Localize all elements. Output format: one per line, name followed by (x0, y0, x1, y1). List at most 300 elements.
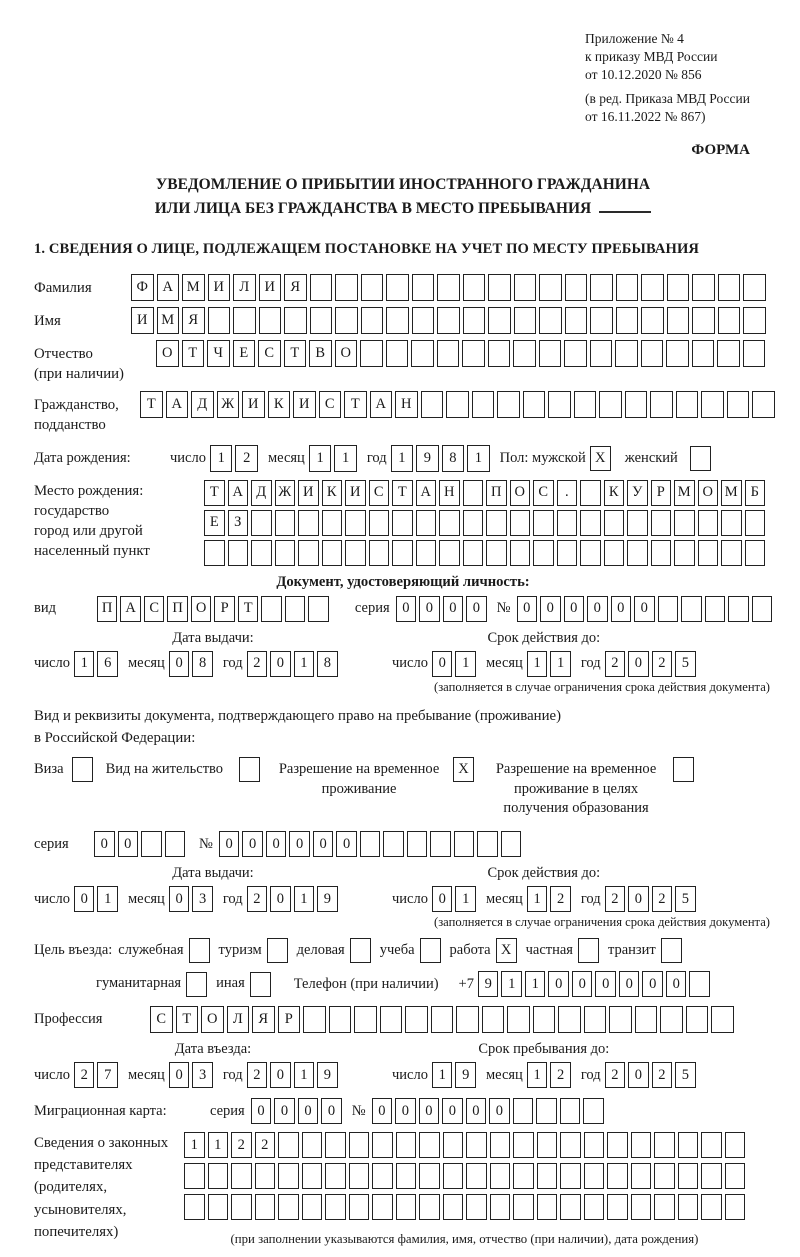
form-cell[interactable] (510, 540, 531, 566)
form-cell[interactable] (477, 831, 498, 857)
form-cell[interactable]: 0 (313, 831, 334, 857)
form-cell[interactable]: Т (344, 391, 367, 418)
form-cell[interactable] (692, 340, 715, 367)
form-cell[interactable]: И (293, 391, 316, 418)
form-cell[interactable] (497, 391, 520, 418)
form-cell[interactable]: К (604, 480, 625, 506)
form-cell[interactable]: Я (182, 307, 205, 334)
form-cell[interactable]: П (486, 480, 507, 506)
form-cell[interactable] (231, 1194, 252, 1220)
form-cell[interactable] (743, 307, 766, 334)
form-cell[interactable]: 0 (336, 831, 357, 857)
form-cell[interactable] (369, 510, 390, 536)
form-cell[interactable]: 0 (432, 886, 453, 912)
form-cell[interactable]: Л (233, 274, 256, 301)
form-cell[interactable] (488, 340, 511, 367)
form-cell[interactable] (533, 540, 554, 566)
form-cell[interactable] (392, 510, 413, 536)
form-cell[interactable]: . (557, 480, 578, 506)
form-cell[interactable] (349, 1163, 370, 1189)
form-cell[interactable] (482, 1006, 505, 1033)
form-cell[interactable] (743, 340, 766, 367)
form-cell[interactable]: 1 (74, 651, 95, 677)
form-cell[interactable]: 6 (97, 651, 118, 677)
form-cell[interactable]: Ж (275, 480, 296, 506)
form-cell[interactable] (631, 1163, 652, 1189)
form-cell[interactable]: Б (745, 480, 766, 506)
work-checkbox[interactable]: X (496, 938, 517, 963)
form-cell[interactable] (349, 1194, 370, 1220)
form-cell[interactable] (486, 540, 507, 566)
form-cell[interactable] (255, 1194, 276, 1220)
form-cell[interactable] (557, 510, 578, 536)
form-cell[interactable] (599, 391, 622, 418)
form-cell[interactable] (439, 510, 460, 536)
form-cell[interactable]: 0 (634, 596, 655, 622)
form-cell[interactable] (725, 1132, 746, 1158)
form-cell[interactable] (560, 1163, 581, 1189)
form-cell[interactable] (523, 391, 546, 418)
form-cell[interactable] (574, 391, 597, 418)
form-cell[interactable]: 0 (642, 971, 663, 997)
form-cell[interactable]: Т (284, 340, 307, 367)
form-cell[interactable] (251, 510, 272, 536)
form-cell[interactable]: И (242, 391, 265, 418)
form-cell[interactable]: 0 (270, 886, 291, 912)
form-cell[interactable] (507, 1006, 530, 1033)
form-cell[interactable]: М (721, 480, 742, 506)
form-cell[interactable]: 0 (274, 1098, 295, 1124)
form-cell[interactable] (667, 307, 690, 334)
form-cell[interactable] (590, 274, 613, 301)
form-cell[interactable] (486, 510, 507, 536)
form-cell[interactable]: О (191, 596, 212, 622)
form-cell[interactable] (692, 307, 715, 334)
form-cell[interactable]: 8 (442, 445, 465, 472)
form-cell[interactable] (557, 540, 578, 566)
form-cell[interactable]: 1 (527, 651, 548, 677)
form-cell[interactable] (565, 274, 588, 301)
form-cell[interactable] (745, 540, 766, 566)
form-cell[interactable] (463, 540, 484, 566)
form-cell[interactable] (678, 1163, 699, 1189)
form-cell[interactable]: 0 (489, 1098, 510, 1124)
form-cell[interactable]: 0 (628, 651, 649, 677)
form-cell[interactable]: С (144, 596, 165, 622)
form-cell[interactable]: 3 (192, 886, 213, 912)
form-cell[interactable]: 0 (251, 1098, 272, 1124)
form-cell[interactable] (658, 596, 679, 622)
form-cell[interactable] (412, 274, 435, 301)
form-cell[interactable]: 0 (564, 596, 585, 622)
form-cell[interactable]: 0 (419, 596, 440, 622)
form-cell[interactable] (674, 510, 695, 536)
form-cell[interactable] (490, 1194, 511, 1220)
form-cell[interactable] (419, 1132, 440, 1158)
form-cell[interactable] (285, 596, 306, 622)
form-cell[interactable]: С (258, 340, 281, 367)
form-cell[interactable] (325, 1132, 346, 1158)
form-cell[interactable] (383, 831, 404, 857)
form-cell[interactable] (631, 1194, 652, 1220)
form-cell[interactable] (396, 1194, 417, 1220)
form-cell[interactable]: 0 (219, 831, 240, 857)
form-cell[interactable] (539, 340, 562, 367)
form-cell[interactable]: М (182, 274, 205, 301)
form-cell[interactable] (329, 1006, 352, 1033)
form-cell[interactable] (513, 1163, 534, 1189)
form-cell[interactable] (678, 1132, 699, 1158)
form-cell[interactable]: Ч (207, 340, 230, 367)
form-cell[interactable] (204, 540, 225, 566)
form-cell[interactable]: 0 (517, 596, 538, 622)
form-cell[interactable]: 1 (210, 445, 233, 472)
form-cell[interactable] (717, 340, 740, 367)
form-cell[interactable]: Я (252, 1006, 275, 1033)
form-cell[interactable]: А (120, 596, 141, 622)
form-cell[interactable] (443, 1132, 464, 1158)
form-cell[interactable] (654, 1132, 675, 1158)
form-cell[interactable] (631, 1132, 652, 1158)
form-cell[interactable]: 2 (605, 1062, 626, 1088)
form-cell[interactable] (533, 1006, 556, 1033)
form-cell[interactable] (412, 307, 435, 334)
form-cell[interactable] (615, 340, 638, 367)
form-cell[interactable] (513, 340, 536, 367)
form-cell[interactable] (686, 1006, 709, 1033)
form-cell[interactable]: 2 (652, 886, 673, 912)
form-cell[interactable] (514, 307, 537, 334)
form-cell[interactable] (627, 540, 648, 566)
form-cell[interactable] (678, 1194, 699, 1220)
form-cell[interactable] (580, 480, 601, 506)
form-cell[interactable] (705, 596, 726, 622)
form-cell[interactable]: 0 (548, 971, 569, 997)
form-cell[interactable]: 0 (595, 971, 616, 997)
form-cell[interactable] (727, 391, 750, 418)
form-cell[interactable]: 1 (294, 1062, 315, 1088)
form-cell[interactable]: 0 (169, 886, 190, 912)
form-cell[interactable] (490, 1163, 511, 1189)
form-cell[interactable] (255, 1163, 276, 1189)
form-cell[interactable]: А (370, 391, 393, 418)
form-cell[interactable] (564, 340, 587, 367)
form-cell[interactable]: С (150, 1006, 173, 1033)
form-cell[interactable]: 2 (550, 886, 571, 912)
form-cell[interactable]: 9 (317, 1062, 338, 1088)
form-cell[interactable]: У (627, 480, 648, 506)
form-cell[interactable] (701, 1132, 722, 1158)
form-cell[interactable]: Т (392, 480, 413, 506)
form-cell[interactable]: И (131, 307, 154, 334)
form-cell[interactable] (584, 1132, 605, 1158)
form-cell[interactable] (654, 1163, 675, 1189)
form-cell[interactable]: 0 (372, 1098, 393, 1124)
form-cell[interactable] (259, 307, 282, 334)
form-cell[interactable] (607, 1194, 628, 1220)
form-cell[interactable] (396, 1163, 417, 1189)
form-cell[interactable]: 0 (628, 1062, 649, 1088)
form-cell[interactable] (380, 1006, 403, 1033)
form-cell[interactable] (660, 1006, 683, 1033)
form-cell[interactable]: 5 (675, 651, 696, 677)
form-cell[interactable]: Н (439, 480, 460, 506)
form-cell[interactable] (721, 510, 742, 536)
form-cell[interactable] (372, 1194, 393, 1220)
form-cell[interactable]: 0 (611, 596, 632, 622)
form-cell[interactable] (345, 540, 366, 566)
form-cell[interactable]: К (268, 391, 291, 418)
form-cell[interactable] (580, 540, 601, 566)
form-cell[interactable] (386, 340, 409, 367)
form-cell[interactable] (372, 1163, 393, 1189)
form-cell[interactable]: 1 (334, 445, 357, 472)
form-cell[interactable]: 0 (443, 596, 464, 622)
form-cell[interactable]: Е (233, 340, 256, 367)
form-cell[interactable] (488, 307, 511, 334)
form-cell[interactable]: 0 (442, 1098, 463, 1124)
form-cell[interactable] (635, 1006, 658, 1033)
form-cell[interactable] (411, 340, 434, 367)
form-cell[interactable]: 2 (247, 886, 268, 912)
form-cell[interactable] (743, 274, 766, 301)
form-cell[interactable] (584, 1163, 605, 1189)
form-cell[interactable] (278, 1132, 299, 1158)
form-cell[interactable]: 2 (255, 1132, 276, 1158)
form-cell[interactable] (386, 307, 409, 334)
form-cell[interactable] (539, 274, 562, 301)
form-cell[interactable]: 1 (309, 445, 332, 472)
official-checkbox[interactable] (189, 938, 210, 963)
form-cell[interactable] (275, 540, 296, 566)
form-cell[interactable]: М (674, 480, 695, 506)
form-cell[interactable] (231, 1163, 252, 1189)
form-cell[interactable] (416, 510, 437, 536)
form-cell[interactable] (165, 831, 186, 857)
form-cell[interactable]: 5 (675, 886, 696, 912)
form-cell[interactable] (689, 971, 710, 997)
form-cell[interactable] (607, 1132, 628, 1158)
form-cell[interactable]: 2 (247, 1062, 268, 1088)
form-cell[interactable]: 0 (289, 831, 310, 857)
form-cell[interactable] (548, 391, 571, 418)
form-cell[interactable]: А (166, 391, 189, 418)
form-cell[interactable]: 2 (605, 886, 626, 912)
form-cell[interactable] (604, 510, 625, 536)
form-cell[interactable]: 1 (527, 1062, 548, 1088)
form-cell[interactable] (302, 1132, 323, 1158)
form-cell[interactable] (745, 510, 766, 536)
form-cell[interactable]: О (201, 1006, 224, 1033)
form-cell[interactable] (302, 1163, 323, 1189)
form-cell[interactable]: 0 (94, 831, 115, 857)
study-checkbox[interactable] (420, 938, 441, 963)
form-cell[interactable] (335, 307, 358, 334)
form-cell[interactable] (667, 274, 690, 301)
form-cell[interactable]: 0 (466, 596, 487, 622)
form-cell[interactable] (275, 510, 296, 536)
form-cell[interactable] (488, 274, 511, 301)
form-cell[interactable] (590, 340, 613, 367)
form-cell[interactable] (454, 831, 475, 857)
form-cell[interactable] (141, 831, 162, 857)
form-cell[interactable] (584, 1194, 605, 1220)
form-cell[interactable] (308, 596, 329, 622)
form-cell[interactable] (443, 1163, 464, 1189)
form-cell[interactable] (607, 1163, 628, 1189)
form-cell[interactable] (386, 274, 409, 301)
form-cell[interactable]: 1 (208, 1132, 229, 1158)
form-cell[interactable] (345, 510, 366, 536)
form-cell[interactable]: 0 (298, 1098, 319, 1124)
form-cell[interactable]: П (97, 596, 118, 622)
form-cell[interactable]: З (228, 510, 249, 536)
form-cell[interactable] (580, 510, 601, 536)
form-cell[interactable] (718, 274, 741, 301)
form-cell[interactable] (463, 307, 486, 334)
form-cell[interactable] (361, 307, 384, 334)
form-cell[interactable] (372, 1132, 393, 1158)
form-cell[interactable] (472, 391, 495, 418)
form-cell[interactable]: 1 (467, 445, 490, 472)
form-cell[interactable]: Я (284, 274, 307, 301)
tourism-checkbox[interactable] (267, 938, 288, 963)
form-cell[interactable] (537, 1163, 558, 1189)
form-cell[interactable] (650, 391, 673, 418)
form-cell[interactable]: 1 (97, 886, 118, 912)
form-cell[interactable] (616, 274, 639, 301)
form-cell[interactable] (537, 1194, 558, 1220)
residence-permit-checkbox[interactable] (239, 757, 260, 782)
form-cell[interactable]: 1 (550, 651, 571, 677)
form-cell[interactable]: Т (238, 596, 259, 622)
form-cell[interactable] (698, 510, 719, 536)
form-cell[interactable]: 0 (266, 831, 287, 857)
form-cell[interactable] (228, 540, 249, 566)
form-cell[interactable] (698, 540, 719, 566)
form-cell[interactable]: П (167, 596, 188, 622)
form-cell[interactable] (490, 1132, 511, 1158)
form-cell[interactable]: Н (395, 391, 418, 418)
form-cell[interactable]: 0 (118, 831, 139, 857)
visa-checkbox[interactable] (72, 757, 93, 782)
form-cell[interactable] (335, 274, 358, 301)
form-cell[interactable]: 1 (294, 886, 315, 912)
form-cell[interactable] (284, 307, 307, 334)
form-cell[interactable]: 1 (525, 971, 546, 997)
humanitarian-checkbox[interactable] (186, 972, 207, 997)
form-cell[interactable] (349, 1132, 370, 1158)
form-cell[interactable]: 0 (572, 971, 593, 997)
form-cell[interactable] (536, 1098, 557, 1124)
form-cell[interactable] (431, 1006, 454, 1033)
form-cell[interactable] (322, 510, 343, 536)
form-cell[interactable] (560, 1098, 581, 1124)
form-cell[interactable] (616, 307, 639, 334)
form-cell[interactable] (298, 540, 319, 566)
form-cell[interactable] (560, 1194, 581, 1220)
form-cell[interactable]: Т (140, 391, 163, 418)
form-cell[interactable]: 9 (317, 886, 338, 912)
form-cell[interactable] (437, 274, 460, 301)
form-cell[interactable]: 1 (432, 1062, 453, 1088)
form-cell[interactable] (184, 1163, 205, 1189)
form-cell[interactable]: 1 (184, 1132, 205, 1158)
form-cell[interactable] (514, 274, 537, 301)
form-cell[interactable] (302, 1194, 323, 1220)
form-cell[interactable]: 3 (192, 1062, 213, 1088)
private-checkbox[interactable] (578, 938, 599, 963)
form-cell[interactable] (625, 391, 648, 418)
form-cell[interactable]: 1 (455, 651, 476, 677)
form-cell[interactable]: Д (251, 480, 272, 506)
form-cell[interactable] (537, 1132, 558, 1158)
form-cell[interactable] (278, 1163, 299, 1189)
form-cell[interactable] (466, 1132, 487, 1158)
form-cell[interactable] (752, 391, 775, 418)
form-cell[interactable]: Т (204, 480, 225, 506)
form-cell[interactable] (360, 831, 381, 857)
form-cell[interactable]: Ж (217, 391, 240, 418)
form-cell[interactable] (584, 1006, 607, 1033)
form-cell[interactable]: 0 (74, 886, 95, 912)
form-cell[interactable] (439, 540, 460, 566)
form-cell[interactable]: С (369, 480, 390, 506)
gender-female-checkbox[interactable] (690, 446, 711, 471)
form-cell[interactable] (462, 340, 485, 367)
form-cell[interactable]: 2 (652, 1062, 673, 1088)
form-cell[interactable]: М (157, 307, 180, 334)
form-cell[interactable] (208, 1194, 229, 1220)
form-cell[interactable] (303, 1006, 326, 1033)
form-cell[interactable] (701, 1163, 722, 1189)
form-cell[interactable] (681, 596, 702, 622)
form-cell[interactable] (583, 1098, 604, 1124)
form-cell[interactable]: 0 (540, 596, 561, 622)
form-cell[interactable]: О (698, 480, 719, 506)
form-cell[interactable]: И (208, 274, 231, 301)
form-cell[interactable] (360, 340, 383, 367)
form-cell[interactable] (396, 1132, 417, 1158)
form-cell[interactable] (310, 307, 333, 334)
form-cell[interactable] (354, 1006, 377, 1033)
form-cell[interactable]: И (345, 480, 366, 506)
form-cell[interactable]: Р (651, 480, 672, 506)
form-cell[interactable]: С (319, 391, 342, 418)
form-cell[interactable] (725, 1163, 746, 1189)
form-cell[interactable]: И (298, 480, 319, 506)
form-cell[interactable]: С (533, 480, 554, 506)
form-cell[interactable] (463, 510, 484, 536)
form-cell[interactable] (463, 274, 486, 301)
form-cell[interactable]: 1 (391, 445, 414, 472)
form-cell[interactable] (208, 1163, 229, 1189)
form-cell[interactable] (446, 391, 469, 418)
gender-male-checkbox[interactable]: X (590, 446, 611, 471)
form-cell[interactable] (721, 540, 742, 566)
form-cell[interactable] (701, 391, 724, 418)
form-cell[interactable]: А (416, 480, 437, 506)
form-cell[interactable] (609, 1006, 632, 1033)
form-cell[interactable]: Л (227, 1006, 250, 1033)
form-cell[interactable]: 0 (419, 1098, 440, 1124)
form-cell[interactable] (604, 540, 625, 566)
form-cell[interactable]: 2 (652, 651, 673, 677)
form-cell[interactable] (463, 480, 484, 506)
form-cell[interactable]: 0 (270, 1062, 291, 1088)
form-cell[interactable] (421, 391, 444, 418)
form-cell[interactable]: 0 (619, 971, 640, 997)
